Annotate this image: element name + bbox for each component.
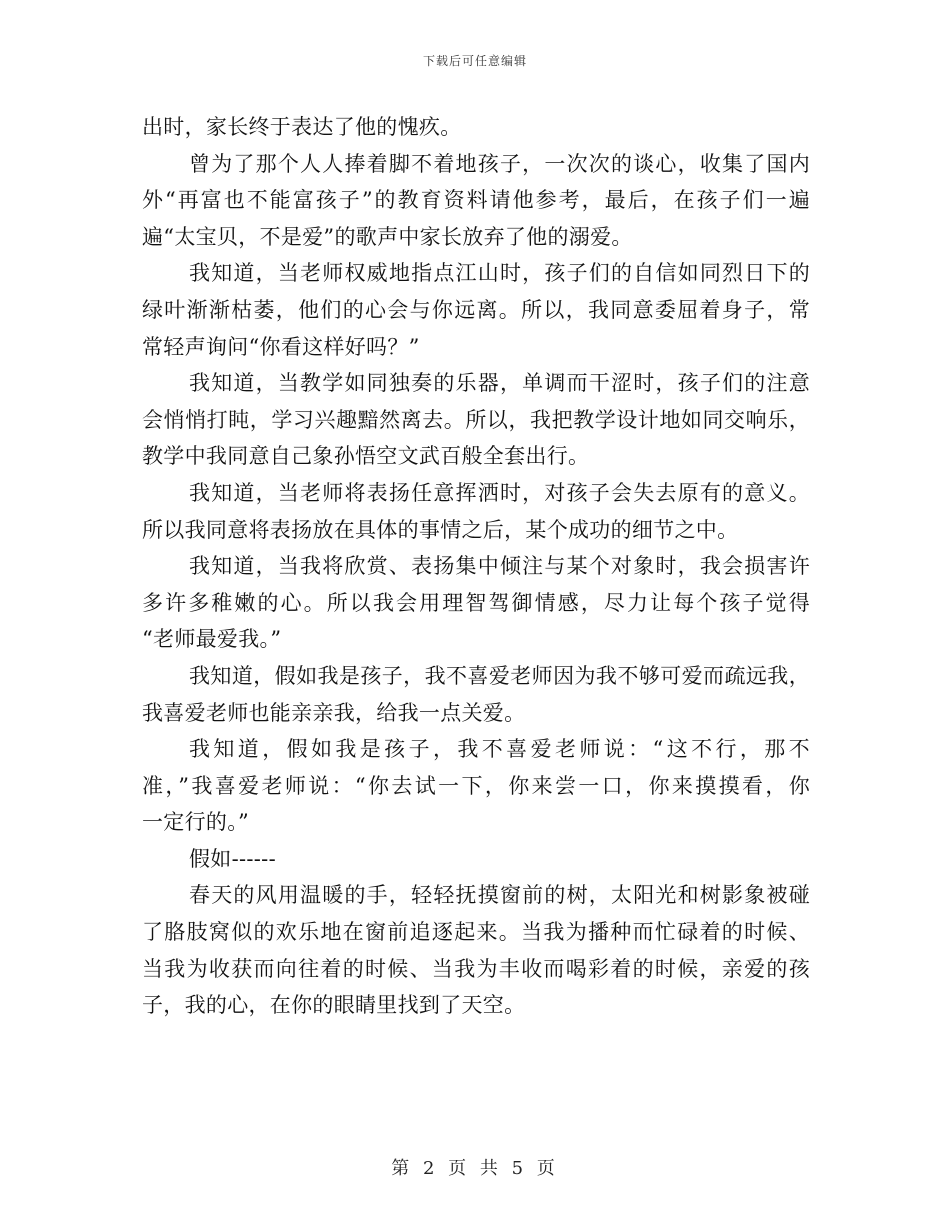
text-line: 曾为了那个人人捧着脚不着地孩子，一次次的谈心，收集了国内 bbox=[189, 151, 810, 176]
document-body bbox=[142, 109, 810, 1024]
paragraph bbox=[142, 731, 810, 841]
text-line: 出时，家长终于表达了他的愧疚。 bbox=[142, 115, 462, 139]
text-line: 我知道，当老师将表扬任意挥洒时，对孩子会失去原有的意义。 bbox=[189, 480, 810, 505]
text-line: 我知道，假如我是孩子，我不喜爱老师说：“这不行，那不 bbox=[189, 737, 810, 762]
text-line: 假如------ bbox=[189, 846, 276, 871]
text-line: 准，”我喜爱老师说：“你去试一下，你来尝一口，你来摸摸看，你 bbox=[142, 773, 810, 798]
text-line: 我喜爱老师也能亲亲我，给我一点关爱。 bbox=[142, 700, 526, 725]
text-line: 遍“太宝贝，不是爱”的歌声中家长放弃了他的溺爱。 bbox=[142, 224, 633, 249]
paragraph bbox=[142, 109, 810, 146]
text-line: 常轻声询问“你看这样好吗？” bbox=[142, 334, 420, 359]
paragraph bbox=[142, 841, 810, 878]
text-line: 了胳肢窝似的欢乐地在窗前追逐起来。当我为播种而忙碌着的时候、 bbox=[142, 920, 810, 945]
text-line: 会悄悄打盹，学习兴趣黯然离去。所以，我把教学设计地如同交响乐， bbox=[142, 407, 810, 432]
text-line: 春天的风用温暖的手，轻轻抚摸窗前的树，太阳光和树影象被碰 bbox=[189, 883, 810, 908]
text-line: 我知道，当教学如同独奏的乐器，单调而干涩时，孩子们的注意 bbox=[189, 371, 810, 396]
text-line: 当我为收获而向往着的时候、当我为丰收而喝彩着的时候，亲爱的孩 bbox=[142, 956, 810, 981]
text-line: 子，我的心，在你的眼睛里找到了天空。 bbox=[142, 993, 526, 1018]
page-header: 下载后可任意编辑 bbox=[422, 54, 527, 68]
text-line: 绿叶渐渐枯萎，他们的心会与你远离。所以，我同意委屈着身子，常 bbox=[142, 297, 810, 322]
page-number: 第 2 页 共 5 页 bbox=[391, 1158, 559, 1179]
text-line: “老师最爱我。” bbox=[142, 627, 282, 652]
paragraph bbox=[142, 548, 810, 658]
paragraph bbox=[142, 658, 810, 731]
paragraph bbox=[142, 475, 810, 548]
text-line: 外“再富也不能富孩子”的教育资料请他参考，最后，在孩子们一遍 bbox=[142, 188, 810, 213]
paragraph bbox=[142, 877, 810, 1023]
paragraph bbox=[142, 365, 810, 475]
text-line: 一定行的。” bbox=[142, 810, 250, 835]
text-line: 我知道，当我将欣赏、表扬集中倾注与某个对象时，我会损害许 bbox=[189, 554, 810, 579]
text-line: 所以我同意将表扬放在具体的事情之后，某个成功的细节之中。 bbox=[142, 517, 739, 542]
text-line: 教学中我同意自己象孙悟空文武百般全套出行。 bbox=[142, 444, 590, 469]
text-line: 我知道，当老师权威地指点江山时，孩子们的自信如同烈日下的 bbox=[189, 261, 810, 286]
paragraph bbox=[142, 255, 810, 365]
paragraph bbox=[142, 146, 810, 256]
text-line: 我知道，假如我是孩子，我不喜爱老师因为我不够可爱而疏远我， bbox=[189, 663, 810, 688]
text-line: 多许多稚嫩的心。所以我会用理智驾御情感，尽力让每个孩子觉得 bbox=[142, 590, 810, 615]
